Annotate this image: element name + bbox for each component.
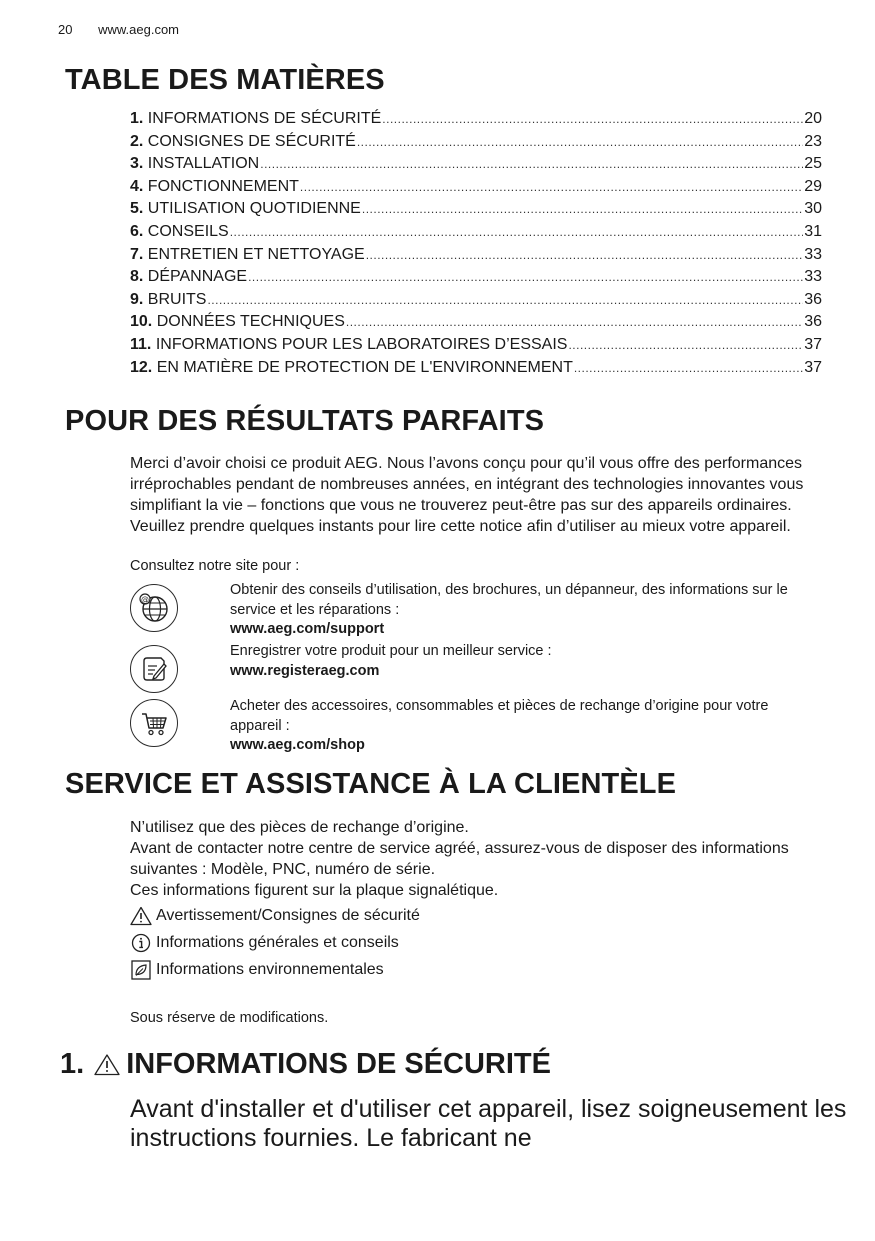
toc-item-page: 25 (804, 155, 822, 173)
toc-item[interactable] (130, 268, 822, 291)
toc-item-number: 9. (130, 290, 144, 308)
toc-item[interactable] (130, 223, 822, 246)
toc-item-label: INFORMATIONS DE SÉCURITÉ (147, 110, 382, 127)
toc-leader-dots (300, 180, 803, 194)
toc-item[interactable] (130, 200, 822, 223)
toc-item-number: 8. (130, 268, 144, 286)
toc-item-number: 6. (130, 222, 144, 240)
toc-leader-dots (568, 338, 803, 352)
toc-leader-dots (362, 202, 803, 216)
toc-leader-dots (366, 248, 803, 262)
shop-link[interactable]: www.aeg.com/shop (230, 737, 365, 753)
contact-shop-text: Acheter des accessoires, consommables et pièces de rechange d’origine pour votre appareil : www.aeg.com/shop (230, 697, 820, 756)
toc-item-page: 30 (804, 200, 822, 218)
toc-item-label: FONCTIONNEMENT (147, 177, 299, 195)
safety-heading (60, 1048, 551, 1081)
toc-item[interactable] (130, 313, 822, 336)
toc-item[interactable] (130, 178, 822, 201)
toc-item-number: 1. (130, 110, 144, 127)
toc-item-number: 5. (130, 200, 144, 218)
support-link[interactable]: www.aeg.com/support (230, 621, 385, 637)
info-circle-icon (130, 932, 152, 954)
safety-title: INFORMATIONS DE SÉCURITÉ (126, 1048, 551, 1080)
toc-item-label: DÉPANNAGE (147, 268, 248, 286)
results-consult: Consultez notre site pour : (130, 558, 300, 574)
toc-item-label: BRUITS (147, 290, 207, 308)
contact-register-text: Enregistrer votre produit pour un meilleur service : www.registeraeg.com (230, 642, 820, 681)
service-line3: Ces informations figurent sur la plaque signalétique. (130, 882, 499, 899)
header-url[interactable]: www.aeg.com (98, 22, 180, 37)
service-line1: N’utilisez que des pièces de rechange d’origine. (130, 819, 469, 836)
toc-item-number: 7. (130, 245, 144, 263)
toc-item-page: 29 (804, 177, 822, 195)
toc-item-number: 10. (130, 313, 153, 331)
register-document-icon (130, 645, 178, 693)
legend-info: Informations générales et conseils (130, 929, 420, 956)
toc-item-number: 12. (130, 358, 153, 376)
toc-leader-dots (207, 293, 803, 307)
legend-environment: Informations environnementales (130, 956, 420, 983)
warning-triangle-icon (94, 1053, 120, 1076)
toc-item-number: 3. (130, 155, 144, 173)
safety-number: 1. (60, 1048, 85, 1080)
safety-intro: Avant d'installer et d'utiliser cet appareil, lisez soigneusement les instructions fournies. Le fabricant ne (130, 1095, 847, 1152)
toc-item-page: 23 (804, 132, 822, 150)
toc-title: TABLE DES MATIÈRES (65, 64, 385, 96)
toc-leader-dots (260, 157, 803, 171)
shopping-cart-icon (130, 699, 178, 747)
toc-leader-dots (346, 315, 803, 329)
leaf-square-icon (130, 959, 152, 981)
toc-item[interactable] (130, 291, 822, 314)
toc-item-label: EN MATIÈRE DE PROTECTION DE L'ENVIRONNEMENT (156, 358, 573, 376)
globe-at-icon (130, 584, 178, 632)
toc-item-label: CONSEILS (147, 222, 229, 240)
toc-item-page: 36 (804, 290, 822, 308)
symbol-legend (130, 902, 420, 983)
table-of-contents (130, 110, 822, 381)
service-title: SERVICE ET ASSISTANCE À LA CLIENTÈLE (65, 768, 677, 800)
toc-leader-dots (574, 361, 803, 375)
toc-item-number: 4. (130, 177, 144, 195)
toc-item[interactable] (130, 155, 822, 178)
toc-item-page: 37 (804, 335, 822, 353)
svg-text:@: @ (141, 595, 149, 604)
toc-item-page: 31 (804, 222, 822, 240)
toc-leader-dots (357, 135, 803, 149)
toc-leader-dots (382, 112, 803, 126)
toc-item[interactable] (130, 336, 822, 359)
toc-leader-dots (230, 225, 803, 239)
toc-item-label: INFORMATIONS POUR LES LABORATOIRES D’ESSAIS (155, 335, 568, 353)
toc-item-page: 33 (804, 268, 822, 286)
toc-item-label: DONNÉES TECHNIQUES (156, 313, 345, 331)
service-notice: Sous réserve de modifications. (130, 1010, 329, 1026)
contact-support-text: Obtenir des conseils d’utilisation, des brochures, un dépanneur, des informations sur le service et les réparations : www.aeg.com/support (230, 581, 820, 640)
service-line2: Avant de contacter notre centre de service agréé, assurez-vous de disposer des informations suivantes : Modèle, PNC, numéro de série. (130, 840, 789, 878)
toc-item-page: 33 (804, 245, 822, 263)
warning-triangle-icon (130, 905, 152, 927)
toc-item-number: 11. (130, 335, 152, 353)
toc-item[interactable] (130, 110, 822, 133)
toc-item[interactable] (130, 359, 822, 382)
toc-item-label: INSTALLATION (147, 155, 260, 173)
toc-item-page: 36 (804, 313, 822, 331)
legend-warning: Avertissement/Consignes de sécurité (130, 902, 420, 929)
toc-item[interactable] (130, 133, 822, 156)
register-link[interactable]: www.registeraeg.com (230, 662, 380, 679)
toc-item-page: 20 (804, 110, 822, 127)
results-body: Merci d’avoir choisi ce produit AEG. Nous l’avons conçu pour qu’il vous offre des performances irréprochables pendant de nombreuses années, en intégrant des technologies innovantes vous simplifiant la vie – fonctions que vous ne trouverez peut-être pas sur des appareils ordinaires. Veuillez prendre quelques instants pour lire cette notice afin d’utiliser au mieux votre appareil. (130, 455, 804, 535)
page-header (58, 22, 179, 37)
toc-item-label: ENTRETIEN ET NETTOYAGE (147, 245, 365, 263)
toc-item-label: CONSIGNES DE SÉCURITÉ (147, 132, 356, 150)
toc-item[interactable] (130, 246, 822, 269)
toc-item-page: 37 (804, 358, 822, 376)
results-title: POUR DES RÉSULTATS PARFAITS (65, 405, 545, 437)
toc-leader-dots (248, 270, 803, 284)
toc-item-label: UTILISATION QUOTIDIENNE (147, 200, 361, 218)
toc-item-number: 2. (130, 132, 144, 150)
page-number: 20 (58, 22, 73, 37)
